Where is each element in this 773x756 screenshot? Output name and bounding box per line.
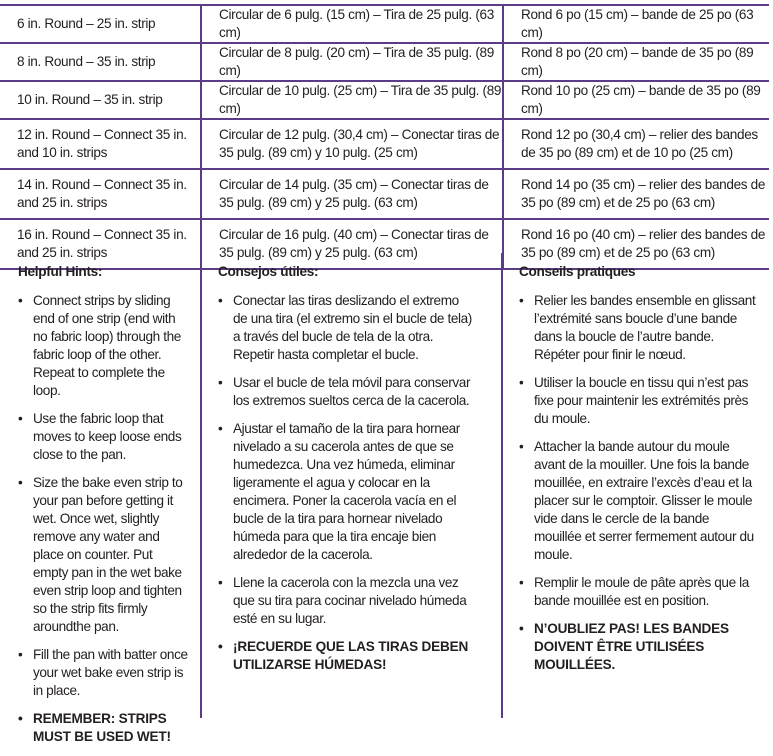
hints-list xyxy=(218,292,474,674)
list-item: • Fill the pan with batter once your wet bake even strip is in place. xyxy=(18,646,190,700)
hints-french xyxy=(519,263,759,684)
cell-english: 6 in. Round – 25 in. strip xyxy=(0,5,201,43)
table-row xyxy=(0,43,769,81)
list-item: • Usar el bucle de tela móvil para conservar los extremos sueltos cerca de la cacerola. xyxy=(218,374,474,410)
list-item: • Remplir le moule de pâte après que la bande mouillée est en position. xyxy=(519,574,759,610)
cell-english: 12 in. Round – Connect 35 in. and 10 in. strips xyxy=(0,119,201,169)
warning-item: • REMEMBER: STRIPS MUST BE USED WET! xyxy=(18,710,190,746)
table-row xyxy=(0,169,769,219)
cell-english: 8 in. Round – 35 in. strip xyxy=(0,43,201,81)
cell-spanish: Circular de 12 pulg. (30,4 cm) – Conectar tiras de 35 pulg. (89 cm) y 10 pulg. (25 cm) xyxy=(201,119,503,169)
cell-spanish: Circular de 16 pulg. (40 cm) – Conectar tiras de 35 pulg. (89 cm) y 25 pulg. (63 cm) xyxy=(201,219,503,269)
cell-french: Rond 14 po (35 cm) – relier des bandes de 35 po (89 cm) et de 25 po (63 cm) xyxy=(503,169,769,219)
size-table xyxy=(0,4,769,270)
table-row xyxy=(0,119,769,169)
hints-title: Consejos útiles: xyxy=(218,264,319,279)
cell-spanish: Circular de 8 pulg. (20 cm) – Tira de 35 pulg. (89 cm) xyxy=(201,43,503,81)
list-item: • Relier les bandes ensemble en glissant l’extrémité sans boucle d’une bande dans la boucle de l’autre bande. Répéter pour finir le nœud. xyxy=(519,292,759,364)
hints-spanish xyxy=(218,263,474,684)
cell-french: Rond 10 po (25 cm) – bande de 35 po (89 cm) xyxy=(503,81,769,119)
column-divider xyxy=(501,253,503,718)
cell-english: 16 in. Round – Connect 35 in. and 25 in. strips xyxy=(0,219,201,269)
cell-spanish: Circular de 14 pulg. (35 cm) – Conectar tiras de 35 pulg. (89 cm) y 25 pulg. (63 cm) xyxy=(201,169,503,219)
hints-list xyxy=(519,292,759,674)
cell-english: 14 in. Round – Connect 35 in. and 25 in. strips xyxy=(0,169,201,219)
hints-title: Helpful Hints: xyxy=(18,264,103,279)
list-item: • Use the fabric loop that moves to keep loose ends close to the pan. xyxy=(18,410,190,464)
cell-spanish: Circular de 10 pulg. (25 cm) – Tira de 35 pulg. (89 cm) xyxy=(201,81,503,119)
cell-french: Rond 6 po (15 cm) – bande de 25 po (63 cm) xyxy=(503,5,769,43)
list-item: • Attacher la bande autour du moule avant de la mouiller. Une fois la bande mouillée, en extraire l’excès d’eau et la placer sur le comptoir. Glisser le moule vide dans le cercle de la bande mouillée et serrer fermement autour du moule. xyxy=(519,438,759,564)
list-item: • Conectar las tiras deslizando el extremo de una tira (el extremo sin el bucle de tela) a través del bucle de tela de la otra. Repetir hasta completar el bucle. xyxy=(218,292,474,364)
cell-french: Rond 16 po (40 cm) – relier des bandes de 35 po (89 cm) et de 25 po (63 cm) xyxy=(503,219,769,269)
list-item: • Connect strips by sliding end of one strip (end with no fabric loop) through the fabric loop of the other. Repeat to complete the loop. xyxy=(18,292,190,400)
cell-english: 10 in. Round – 35 in. strip xyxy=(0,81,201,119)
hints-title: Conseils pratiques xyxy=(519,264,636,279)
list-item: • Ajustar el tamaño de la tira para hornear nivelado a su cacerola antes de que se humedezca. Una vez húmeda, eliminar ligeramente el agua y colocar en la encimera. Poner la cacerola vacía en el bucle de la tira para hornear nivelado húmeda para que la tira encaje bien alrededor de la cacerola. xyxy=(218,420,474,564)
warning-item: • N’OUBLIEZ PAS! LES BANDES DOIVENT ÊTRE UTILISÉES MOUILLÉES. xyxy=(519,620,759,674)
warning-item: • ¡RECUERDE QUE LAS TIRAS DEBEN UTILIZARSE HÚMEDAS! xyxy=(218,638,474,674)
hints-english xyxy=(18,263,190,756)
list-item: • Size the bake even strip to your pan before getting it wet. Once wet, slightly remove any water and place on counter. Put empty pan in the wet bake even strip loop and tighten so the strip fits firmly aroundthe pan. xyxy=(18,474,190,636)
cell-spanish: Circular de 6 pulg. (15 cm) – Tira de 25 pulg. (63 cm) xyxy=(201,5,503,43)
table-row xyxy=(0,5,769,43)
table-row xyxy=(0,81,769,119)
list-item: • Llene la cacerola con la mezcla una vez que su tira para cocinar nivelado húmeda esté en su lugar. xyxy=(218,574,474,628)
column-divider xyxy=(200,253,202,718)
table-row xyxy=(0,219,769,269)
list-item: • Utiliser la boucle en tissu qui n’est pas fixe pour maintenir les extrémités près du moule. xyxy=(519,374,759,428)
hints-list xyxy=(18,292,190,746)
cell-french: Rond 8 po (20 cm) – bande de 35 po (89 cm) xyxy=(503,43,769,81)
cell-french: Rond 12 po (30,4 cm) – relier des bandes de 35 po (89 cm) et de 10 po (25 cm) xyxy=(503,119,769,169)
